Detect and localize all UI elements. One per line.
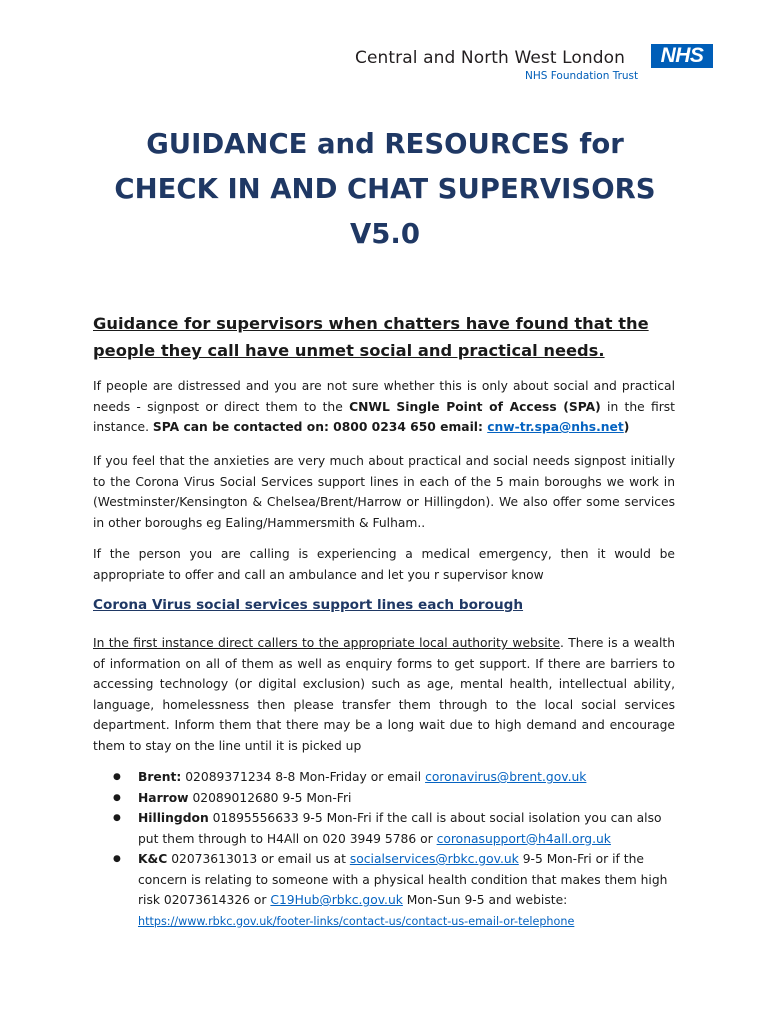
p1-close-paren: ) bbox=[623, 420, 630, 434]
rbkc-social-email-link[interactable]: socialservices@rbkc.gov.uk bbox=[349, 852, 519, 866]
borough-name: Hillingdon bbox=[138, 811, 209, 825]
p4-text: . There is a wealth of information on all of them as well as enquiry forms to get support. If there are barriers to accessing technology (or digital exclusion) such as age, mental health, intellectual ability, language, homelessness then please transfer them through to the local social services department. Inform them that there may be a long wait due to high demand and encourage them to stay on the line until it is picked up bbox=[93, 636, 675, 753]
borough-name: Brent: bbox=[138, 770, 182, 784]
borough-list bbox=[93, 767, 675, 932]
p1-text-a: If people are distressed and you are not sure whether this is only about social and practical needs - signpost or direct them to the bbox=[93, 379, 675, 414]
spa-email-link[interactable]: cnw-tr.spa@nhs.net bbox=[487, 420, 624, 434]
rbkc-website-link[interactable]: https://www.rbkc.gov.uk/footer-links/contact-us/contact-us-email-or-telephone bbox=[138, 914, 575, 928]
title-line-1: GUIDANCE and RESOURCES for bbox=[146, 128, 624, 160]
h4all-email-link[interactable]: coronasupport@h4all.org.uk bbox=[436, 831, 611, 846]
borough-name: K&C bbox=[138, 852, 168, 866]
document-title bbox=[0, 122, 770, 257]
p1-text-c: in the first instance. bbox=[93, 399, 675, 434]
section-heading-supervisors: Guidance for supervisors when chatters have found that the people they call have unmet social and practical needs. bbox=[93, 314, 649, 360]
list-item-kc bbox=[93, 849, 675, 932]
borough-text: 01895556633 9-5 Mon-Fri if the call is about social isolation you can also put them through to H4All on 020 3949 5786 or bbox=[138, 811, 662, 846]
paragraph-emergency: If the person you are calling is experiencing a medical emergency, then it would be appropriate to offer and call an ambulance and let you r supervisor know bbox=[93, 547, 675, 582]
nhs-logo: NHS bbox=[651, 44, 713, 68]
org-subtitle: NHS Foundation Trust bbox=[525, 70, 639, 82]
list-item-hillingdon bbox=[93, 808, 675, 849]
brent-email-link[interactable]: coronavirus@brent.gov.uk bbox=[425, 770, 587, 784]
list-item-harrow bbox=[93, 788, 675, 809]
p4-underlined: In the first instance direct callers to the appropriate local authority website bbox=[93, 636, 561, 650]
paragraph-signpost: If you feel that the anxieties are very much about practical and social needs signpost initially to the Corona Virus Social Services support lines in each of the 5 main boroughs we work in (Westminster/Kensington & Chelsea/Brent/Harrow or Hillingdon). We also offer some services in other boroughs eg Ealing/Hammersmith & Fulham.. bbox=[93, 454, 675, 530]
spa-contact: SPA can be contacted on: 0800 0234 650 email: bbox=[152, 420, 488, 434]
cnwl-logo bbox=[355, 42, 715, 82]
list-item-brent bbox=[93, 767, 675, 788]
spa-name: CNWL Single Point of Access (SPA) bbox=[349, 399, 601, 414]
borough-text: 02073613013 or email us at bbox=[167, 852, 350, 866]
org-name: Central and North West London bbox=[355, 48, 626, 68]
borough-text: 02089371234 8-8 Mon-Friday or email bbox=[181, 770, 426, 784]
section-heading-support-lines: Corona Virus social services support lines each borough bbox=[93, 597, 524, 613]
borough-text: 9-5 Mon-Fri or if the concern is relating to someone with a physical health condition that makes them high risk 02073614326 or bbox=[138, 852, 668, 907]
paragraph-local-authority bbox=[93, 633, 675, 756]
borough-text: Mon-Sun 9-5 and webiste: bbox=[402, 893, 568, 907]
borough-name: Harrow bbox=[138, 790, 189, 805]
borough-text: 02089012680 9-5 Mon-Fri bbox=[188, 790, 352, 805]
paragraph-spa bbox=[93, 376, 675, 438]
c19hub-email-link[interactable]: C19Hub@rbkc.gov.uk bbox=[270, 893, 403, 907]
title-line-3: V5.0 bbox=[350, 218, 420, 250]
title-line-2: CHECK IN AND CHAT SUPERVISORS bbox=[114, 173, 656, 205]
